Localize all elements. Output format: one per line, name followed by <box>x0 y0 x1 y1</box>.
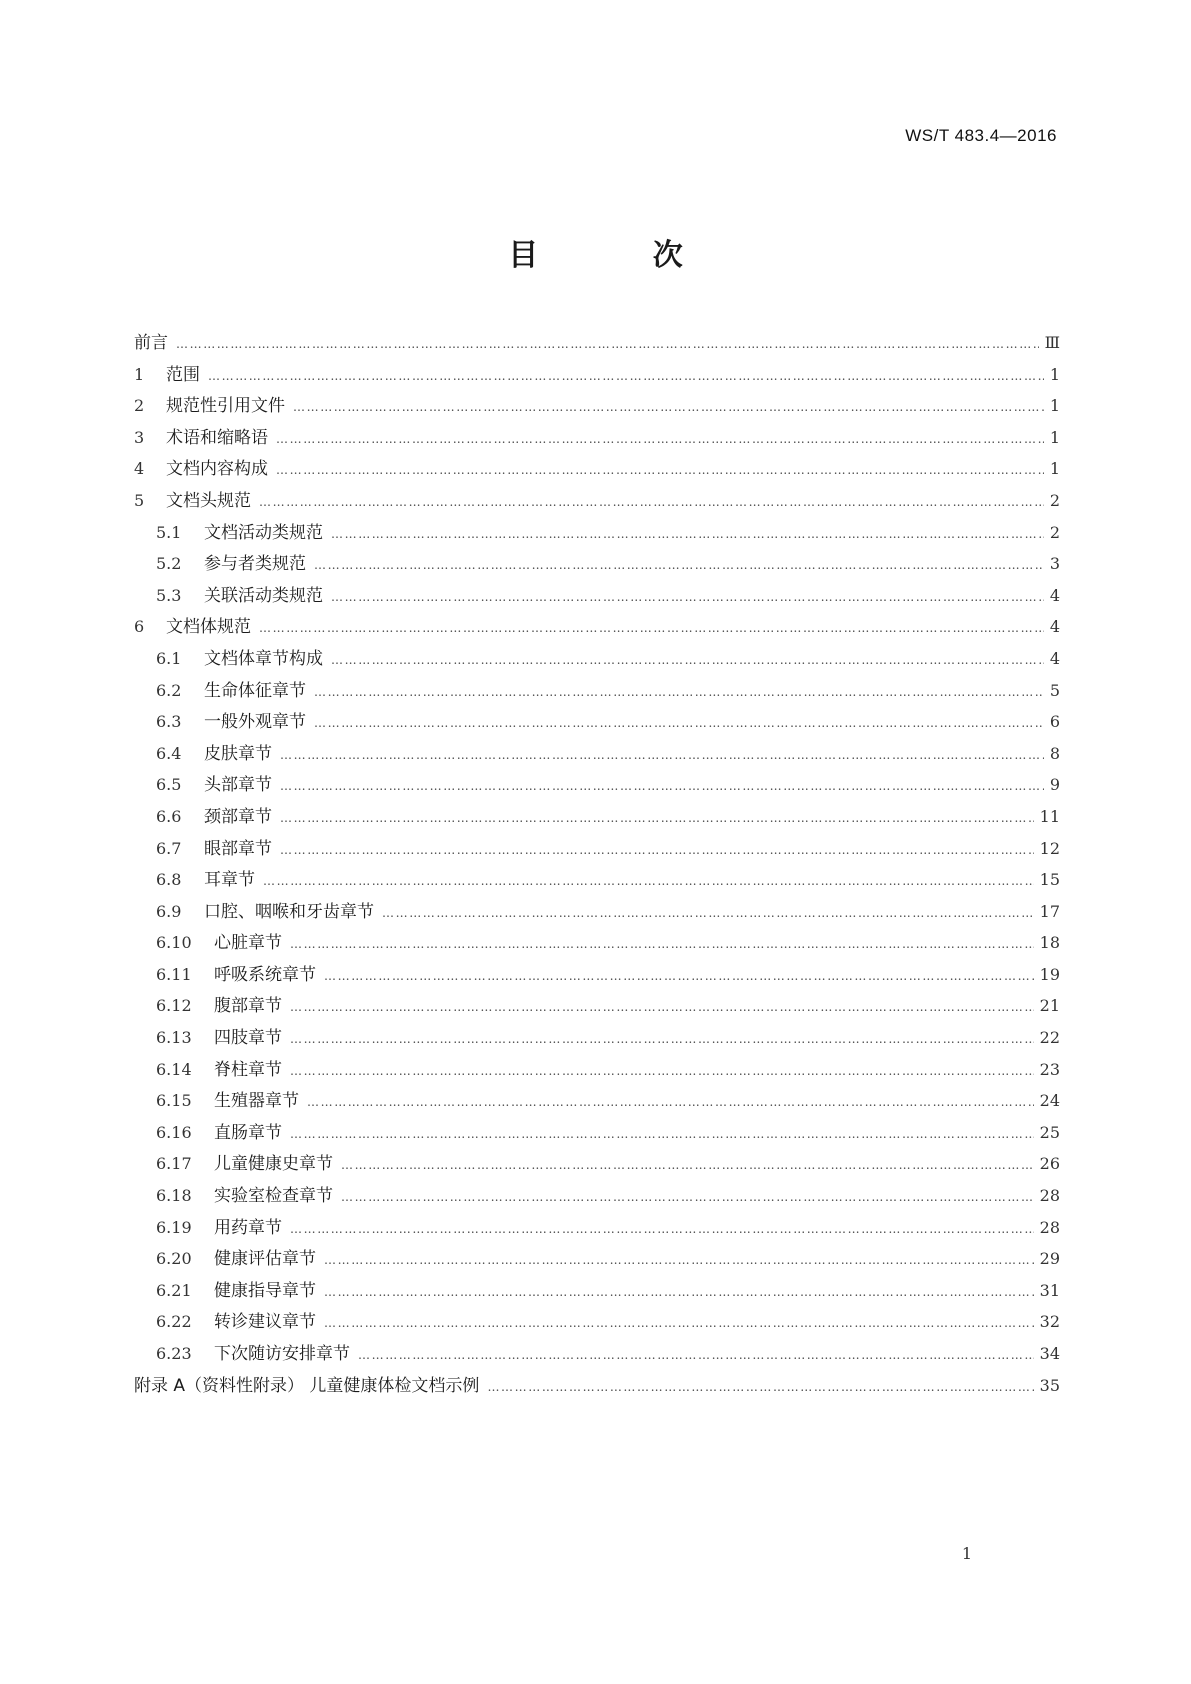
toc-entry[interactable] <box>134 1022 1060 1054</box>
toc-entry-label: 实验室检查章节 <box>214 1186 333 1207</box>
toc-entry-label: 耳章节 <box>204 870 255 891</box>
toc-entry[interactable] <box>134 706 1060 738</box>
toc-entry-page: 21 <box>1039 996 1060 1016</box>
toc-entry-label: 前言 <box>134 333 168 353</box>
toc-entry-page: 17 <box>1039 901 1060 921</box>
toc-entry[interactable] <box>134 1117 1060 1149</box>
toc-entry-page: 25 <box>1039 1122 1060 1142</box>
toc-entry-number: 6.13 <box>156 1028 192 1048</box>
toc-entry-number: 6.1 <box>156 648 182 668</box>
toc-entry-page: 4 <box>1049 585 1060 605</box>
toc-entry-page: 28 <box>1039 1217 1060 1237</box>
toc-entry-number: 6.20 <box>156 1249 192 1269</box>
toc-entry-number: 5.2 <box>156 554 182 574</box>
toc-entry-page: 32 <box>1039 1312 1060 1332</box>
toc-leader-dots <box>290 992 1034 1024</box>
toc-entry-number: 6.22 <box>156 1312 192 1332</box>
toc-entry-label: 规范性引用文件 <box>166 396 285 417</box>
toc-entry-number: 6.14 <box>156 1059 192 1079</box>
toc-entry[interactable] <box>134 801 1060 833</box>
toc-entry-page: 28 <box>1039 1186 1060 1206</box>
toc-entry-number: 6.8 <box>156 870 182 890</box>
toc-entry-number: 5.3 <box>156 585 182 605</box>
toc-entry-page: 23 <box>1039 1059 1060 1079</box>
toc-entry-number: 6.11 <box>156 964 192 984</box>
toc-entry-number: 6.5 <box>156 775 182 795</box>
toc-entry[interactable] <box>134 548 1060 580</box>
toc-entry-number: 2 <box>134 396 145 416</box>
toc-entry-number: 6 <box>134 617 145 637</box>
toc-entry[interactable] <box>134 643 1060 675</box>
toc-entry[interactable] <box>134 864 1060 896</box>
toc-leader-dots <box>341 1182 1034 1214</box>
toc-entry-label: 下次随访安排章节 <box>214 1344 350 1364</box>
toc-entry-page: 1 <box>1049 459 1060 479</box>
toc-entry[interactable] <box>134 959 1060 991</box>
toc-entry-label: 文档体章节构成 <box>204 648 323 669</box>
toc-leader-dots <box>280 803 1034 835</box>
toc-entry-label: 心脏章节 <box>214 933 282 954</box>
toc-entry[interactable] <box>134 1243 1060 1275</box>
toc-entry[interactable] <box>134 1054 1060 1086</box>
toc-entry-page: 6 <box>1049 712 1060 732</box>
toc-entry-number: 6.23 <box>156 1344 192 1363</box>
toc-entry-number: 6.10 <box>156 933 192 953</box>
page-number: 1 <box>961 1544 972 1563</box>
toc-entry-label: 文档体规范 <box>166 617 251 638</box>
toc-entry-label: 儿童健康史章节 <box>214 1154 333 1175</box>
toc-entry[interactable] <box>134 1085 1060 1117</box>
toc-leader-dots <box>176 329 1039 361</box>
toc-entry-page: 3 <box>1049 554 1060 574</box>
toc-entry[interactable] <box>134 833 1060 865</box>
toc-entry-page: 35 <box>1039 1375 1060 1395</box>
toc-entry[interactable] <box>134 769 1060 801</box>
toc-entry-page: 22 <box>1039 1028 1060 1048</box>
toc-entry-label: 四肢章节 <box>214 1028 282 1049</box>
toc-entry[interactable] <box>134 485 1060 517</box>
toc-entry-number: 1 <box>134 364 145 384</box>
toc-leader-dots <box>293 392 1044 424</box>
toc-entry-number: 6.4 <box>156 743 182 763</box>
toc-leader-dots <box>307 1087 1034 1119</box>
toc-leader-dots <box>290 1056 1034 1088</box>
toc-entry-page: 26 <box>1039 1154 1060 1174</box>
toc-leader-dots <box>314 677 1044 709</box>
toc-entry-page: 11 <box>1039 806 1060 826</box>
toc-entry-page: 18 <box>1039 933 1060 953</box>
toc-entry[interactable] <box>134 611 1060 643</box>
toc-entry-label: 生命体征章节 <box>204 680 306 701</box>
toc-entry-page: 1 <box>1049 364 1060 384</box>
toc-entry-number: 6.7 <box>156 838 182 858</box>
toc-entry-label: 范围 <box>166 364 200 385</box>
toc-entry[interactable] <box>134 1148 1060 1180</box>
toc-entry-page: 4 <box>1049 617 1060 637</box>
toc-entry-page: 2 <box>1049 490 1060 510</box>
toc-entry-number: 6.3 <box>156 712 182 732</box>
toc-entry-label: 眼部章节 <box>204 838 272 859</box>
toc-entry-label: 脊柱章节 <box>214 1059 282 1080</box>
toc-entry-label: 文档活动类规范 <box>204 522 323 543</box>
toc-entry-label: 文档内容构成 <box>166 459 268 480</box>
toc-leader-dots <box>276 455 1044 487</box>
toc-entry-number: 6.12 <box>156 996 192 1016</box>
toc-entry-page: 9 <box>1049 775 1060 795</box>
toc-entry[interactable] <box>134 327 1060 359</box>
toc-entry-page: 34 <box>1039 1344 1060 1363</box>
toc-entry[interactable] <box>134 1370 1060 1402</box>
toc-entry[interactable] <box>134 990 1060 1022</box>
toc-entry-number: 6.19 <box>156 1217 192 1237</box>
toc-entry-label: 颈部章节 <box>204 806 272 827</box>
toc-entry-number: 6.17 <box>156 1154 192 1174</box>
toc-leader-dots <box>331 645 1044 677</box>
toc-entry-number: 6.9 <box>156 901 182 921</box>
toc-entry[interactable] <box>134 580 1060 612</box>
toc-entry-number: 6.2 <box>156 680 182 700</box>
toc-entry[interactable] <box>134 453 1060 485</box>
toc-leader-dots <box>290 1214 1034 1246</box>
toc-entry-label: 附录 A（资料性附录） 儿童健康体检文档示例 <box>134 1375 480 1396</box>
toc-entry-label: 参与者类规范 <box>204 554 306 575</box>
toc-leader-dots <box>331 582 1044 614</box>
toc-entry[interactable] <box>134 422 1060 454</box>
toc-entry-number: 6.6 <box>156 806 182 826</box>
page-title: 目 次 <box>508 238 735 273</box>
toc-entry-label: 直肠章节 <box>214 1122 282 1143</box>
toc-entry-number: 6.21 <box>156 1280 192 1300</box>
toc-leader-dots <box>263 866 1034 898</box>
toc-entry-page: 2 <box>1049 522 1060 542</box>
toc-leader-dots <box>259 613 1044 645</box>
toc-entry-page: Ⅲ <box>1044 333 1060 352</box>
toc-entry-number: 5.1 <box>156 522 182 542</box>
toc-entry-number: 6.15 <box>156 1091 192 1111</box>
toc-leader-dots <box>358 1340 1034 1372</box>
toc-leader-dots <box>280 771 1044 803</box>
toc-entry-label: 口腔、咽喉和牙齿章节 <box>204 901 374 922</box>
toc-entry-label: 生殖器章节 <box>214 1091 299 1112</box>
toc-entry[interactable] <box>134 390 1060 422</box>
toc-entry-label: 术语和缩略语 <box>166 427 268 448</box>
toc-entry-label: 文档头规范 <box>166 490 251 511</box>
toc-entry-number: 5 <box>134 490 145 510</box>
toc-entry-page: 1 <box>1049 396 1060 416</box>
toc-leader-dots <box>324 1277 1034 1309</box>
toc-leader-dots <box>382 898 1034 930</box>
toc-entry[interactable] <box>134 1338 1060 1370</box>
toc-entry-label: 健康评估章节 <box>214 1249 316 1270</box>
toc-entry[interactable] <box>134 896 1060 928</box>
toc-leader-dots <box>290 1024 1034 1056</box>
toc-entry[interactable] <box>134 359 1060 391</box>
toc-leader-dots <box>290 929 1034 961</box>
toc-entry-page: 29 <box>1039 1249 1060 1269</box>
toc-entry-label: 腹部章节 <box>214 996 282 1017</box>
toc-entry-page: 1 <box>1049 427 1060 447</box>
toc-entry[interactable] <box>134 738 1060 770</box>
toc-entry[interactable] <box>134 675 1060 707</box>
toc-entry-page: 24 <box>1039 1091 1060 1111</box>
toc-entry-label: 皮肤章节 <box>204 743 272 764</box>
toc-entry-page: 5 <box>1049 680 1060 700</box>
toc-leader-dots <box>341 1150 1034 1182</box>
toc-leader-dots <box>324 1308 1034 1340</box>
toc-entry-label: 转诊建议章节 <box>214 1312 316 1333</box>
toc-leader-dots <box>259 487 1044 519</box>
toc-entry-label: 呼吸系统章节 <box>214 964 316 985</box>
toc-entry-label: 健康指导章节 <box>214 1280 316 1301</box>
toc-leader-dots <box>487 1372 1033 1404</box>
toc-entry[interactable] <box>134 517 1060 549</box>
toc-leader-dots <box>208 361 1044 393</box>
toc-entry-page: 19 <box>1039 964 1060 984</box>
toc-leader-dots <box>314 550 1044 582</box>
toc-entry[interactable] <box>134 1306 1060 1338</box>
toc-entry-number: 6.16 <box>156 1122 192 1142</box>
toc-leader-dots <box>276 424 1044 456</box>
toc-entry[interactable] <box>134 1275 1060 1307</box>
toc-entry[interactable] <box>134 927 1060 959</box>
toc-entry-label: 头部章节 <box>204 775 272 796</box>
toc-leader-dots <box>290 1119 1034 1151</box>
toc-entry-page: 8 <box>1049 743 1060 763</box>
document-code: WS/T 483.4—2016 <box>905 126 1057 145</box>
toc-leader-dots <box>331 519 1044 551</box>
toc-entry[interactable] <box>134 1180 1060 1212</box>
toc-leader-dots <box>324 961 1034 993</box>
toc-entry-page: 4 <box>1049 648 1060 668</box>
toc-entry-label: 关联活动类规范 <box>204 585 323 606</box>
toc-leader-dots <box>324 1245 1034 1277</box>
toc-entry[interactable] <box>134 1212 1060 1244</box>
toc-entry-page: 12 <box>1039 838 1060 858</box>
toc-leader-dots <box>280 835 1034 867</box>
toc-entry-page: 31 <box>1039 1280 1060 1300</box>
toc-entry-number: 4 <box>134 459 145 479</box>
table-of-contents <box>134 327 1060 1401</box>
toc-entry-number: 6.18 <box>156 1186 192 1206</box>
toc-leader-dots <box>280 740 1044 772</box>
toc-entry-label: 一般外观章节 <box>204 712 306 733</box>
toc-leader-dots <box>314 708 1044 740</box>
toc-entry-number: 3 <box>134 427 145 447</box>
toc-entry-label: 用药章节 <box>214 1217 282 1238</box>
toc-entry-page: 15 <box>1039 870 1060 890</box>
